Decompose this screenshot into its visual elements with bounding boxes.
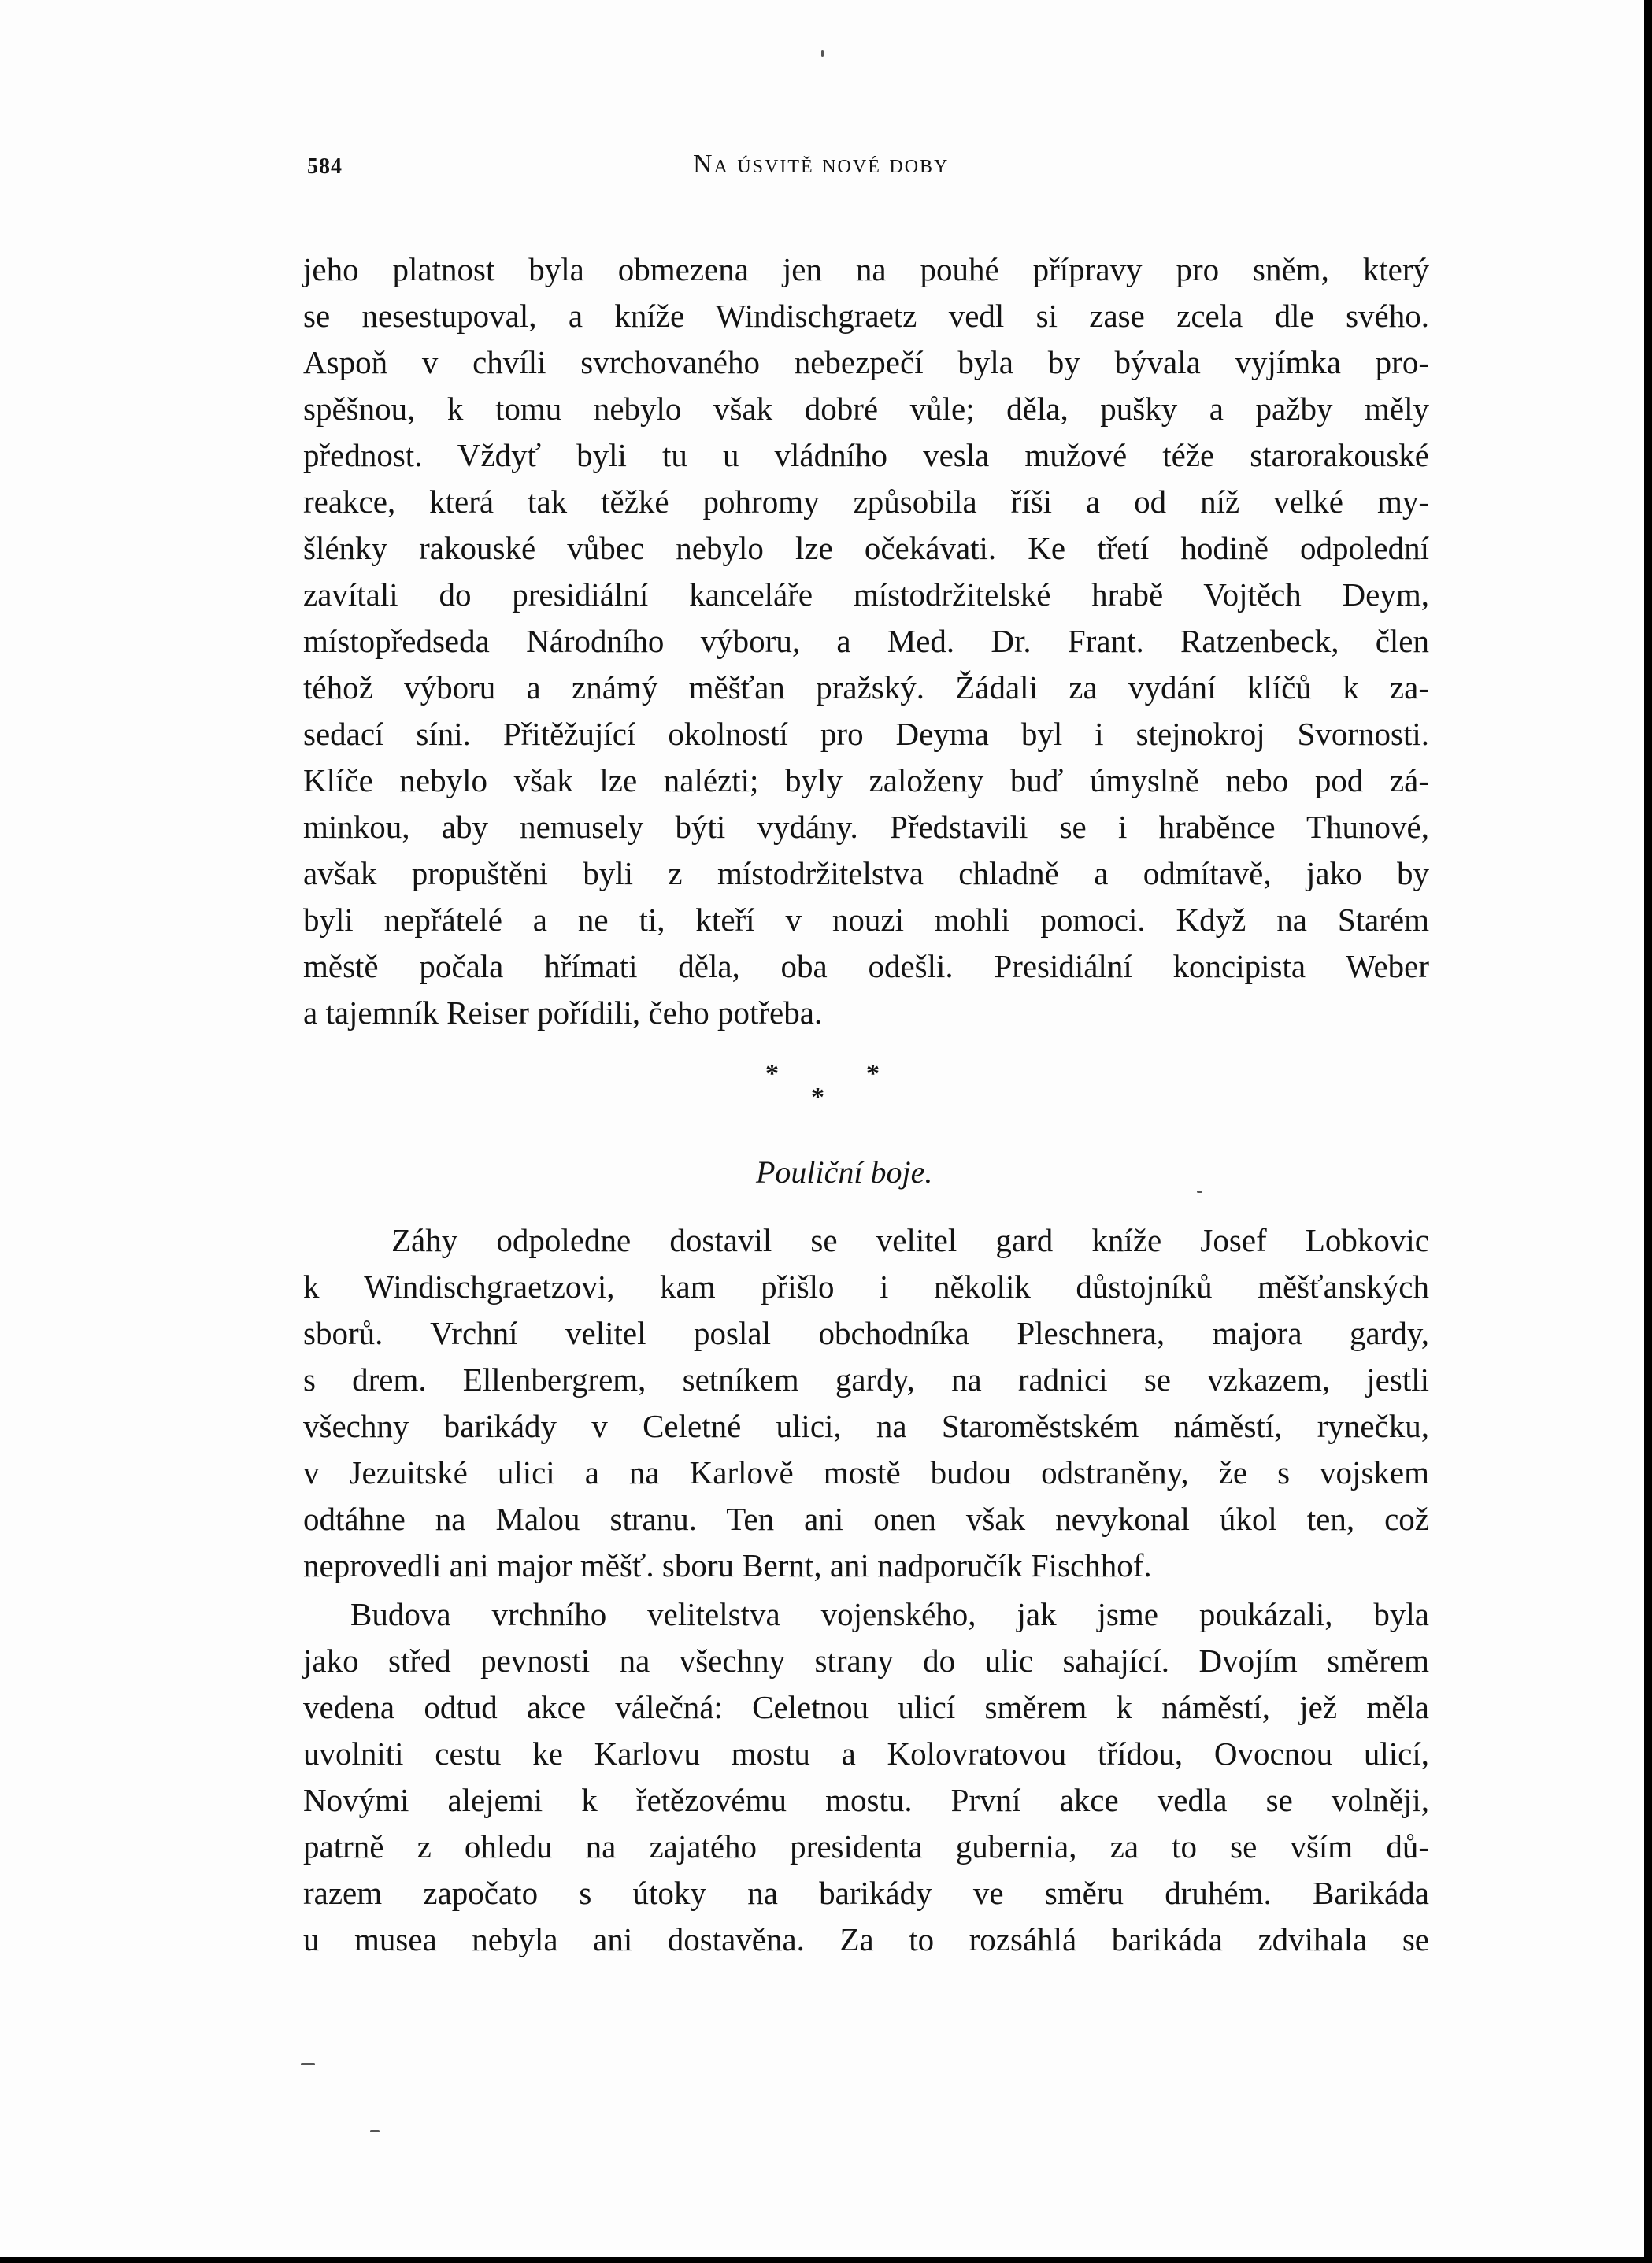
text-line: avšak propuštěni byli z místodržitelstva chladně a odmítavě, jako by <box>303 855 1429 891</box>
page-number: 584 <box>307 154 343 179</box>
text-line: Novými alejemi k řetězovému mostu. První akce vedla se volněji, <box>303 1782 1429 1818</box>
text-line: přednost. Vždyť byli tu u vládního vesla mužové téže starorakouské <box>303 437 1429 473</box>
text-line: s drem. Ellenbergrem, setníkem gardy, na radnici se vzkazem, jestli <box>303 1361 1429 1398</box>
scan-speck <box>301 2063 315 2065</box>
asterisk: * <box>866 1059 880 1088</box>
text-line: zavítali do presidiální kanceláře místodržitelské hrabě Vojtěch Deym, <box>303 576 1429 613</box>
text-line: razem započato s útoky na barikády ve směru druhém. Barikáda <box>303 1875 1429 1911</box>
asterisk: * <box>811 1083 824 1112</box>
text-line: uvolniti cestu ke Karlovu mostu a Kolovratovou třídou, Ovocnou ulicí, <box>303 1735 1429 1772</box>
paragraph-1 <box>303 246 1429 1036</box>
text-line: Klíče nebylo však lze nalézti; byly založeny buď úmyslně nebo pod zá- <box>303 762 1429 798</box>
text-line: u musea nebyla ani dostavěna. Za to rozsáhlá barikáda zdvihala se <box>303 1921 1429 1957</box>
text-line: městě počala hřímati děla, oba odešli. Presidiální koncipista Weber <box>303 948 1429 984</box>
paragraph-3 <box>303 1591 1429 1963</box>
asterism-separator <box>756 1059 913 1114</box>
text-line: k Windischgraetzovi, kam přišlo i několik důstojníků měšťanských <box>303 1269 1429 1305</box>
text-line: jako střed pevnosti na všechny strany do ulic sahající. Dvojím směrem <box>303 1643 1429 1679</box>
text-line: Aspoň v chvíli svrchovaného nebezpečí byla by bývala vyjímka pro- <box>303 344 1429 380</box>
text-line: místopředseda Národního výboru, a Med. Dr. Frant. Ratzenbeck, člen <box>303 623 1429 659</box>
scan-speck <box>370 2130 380 2132</box>
text-line: reakce, která tak těžké pohromy způsobila říši a od níž velké my- <box>303 483 1429 520</box>
text-line: Záhy odpoledne dostavil se velitel gard kníže Josef Lobkovic <box>391 1222 1429 1258</box>
asterisk: * <box>765 1059 779 1088</box>
text-line: se nesestupoval, a kníže Windischgraetz vedl si zase zcela dle svého. <box>303 298 1429 334</box>
text-line: a tajemník Reiser pořídili, čeho potřeba. <box>303 994 823 1031</box>
text-line: minkou, aby nemusely býti vydány. Představili se i hraběnce Thunové, <box>303 809 1429 845</box>
scan-speck <box>1197 1191 1202 1193</box>
section-heading: Pouliční boje. <box>756 1154 933 1190</box>
text-line: byli nepřátelé a ne ti, kteří v nouzi mohli pomoci. Když na Starém <box>303 902 1429 938</box>
text-line: sborů. Vrchní velitel poslal obchodníka Pleschnera, majora gardy, <box>303 1315 1429 1351</box>
text-line: téhož výboru a známý měšťan pražský. Žádali za vydání klíčů k za- <box>303 669 1429 706</box>
text-line: odtáhne na Malou stranu. Ten ani onen však nevykonal úkol ten, což <box>303 1501 1429 1537</box>
text-line: Budova vrchního velitelstva vojenského, jak jsme poukázali, byla <box>350 1596 1429 1632</box>
text-line: sedací síni. Přitěžující okolností pro Deyma byl i stejnokroj Svornosti. <box>303 716 1429 752</box>
text-line: spěšnou, k tomu nebylo však dobré vůle; děla, pušky a pažby měly <box>303 391 1429 427</box>
text-line: v Jezuitské ulici a na Karlově mostě budou odstraněny, že s vojskem <box>303 1454 1429 1491</box>
paragraph-2 <box>303 1217 1429 1589</box>
text-line: všechny barikády v Celetné ulici, na Staroměstském náměstí, rynečku, <box>303 1408 1429 1444</box>
text-line: vedena odtud akce válečná: Celetnou ulicí směrem k náměstí, jež měla <box>303 1689 1429 1725</box>
text-line: šlénky rakouské vůbec nebylo lze očekávati. Ke třetí hodině odpolední <box>303 530 1429 566</box>
text-line: neprovedli ani major měšť. sboru Bernt, ani nadporučík Fischhof. <box>303 1547 1152 1583</box>
running-title: Na úsvitě nové doby <box>693 150 950 179</box>
text-line: patrně z ohledu na zajatého presidenta gubernia, za to se vším dů- <box>303 1828 1429 1865</box>
scan-speck <box>821 50 824 57</box>
text-line: jeho platnost byla obmezena jen na pouhé přípravy pro sněm, který <box>303 251 1429 287</box>
